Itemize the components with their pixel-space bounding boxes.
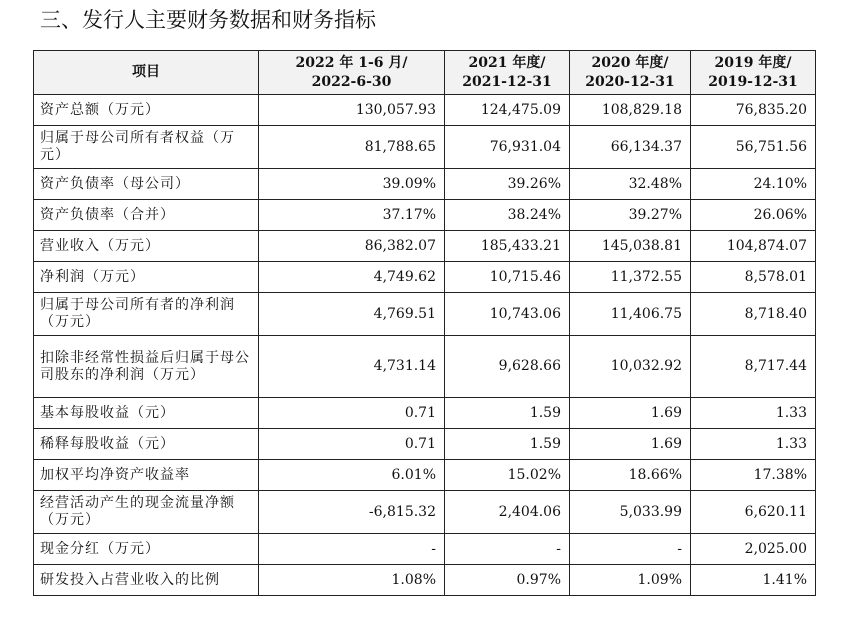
header-line: 2021 年度/ [468,54,546,71]
value-cell: 0.71 [259,398,445,429]
value-cell: 66,134.37 [570,126,691,169]
value-cell: 108,829.18 [570,95,691,126]
value-cell: 86,382.07 [259,231,445,262]
value-cell: 8,717.44 [691,336,816,398]
value-cell: 1.09% [570,565,691,596]
value-cell: -6,815.32 [259,491,445,534]
value-cell: 0.71 [259,429,445,460]
table-row [34,169,816,200]
value-cell: 4,731.14 [259,336,445,398]
header-line: 项目 [132,64,160,80]
value-cell: 5,033.99 [570,491,691,534]
row-label: 研发投入占营业收入的比例 [34,565,259,596]
value-cell: 130,057.93 [259,95,445,126]
row-label: 扣除非经常性损益后归属于母公司股东的净利润（万元） [34,336,259,398]
header-cell-period [259,51,445,95]
header-line: 2021-12-31 [462,73,552,90]
value-cell: 24.10% [691,169,816,200]
value-cell: - [445,534,570,565]
row-label: 归属于母公司所有者权益（万元） [34,126,259,169]
value-cell: 1.69 [570,429,691,460]
value-cell: 81,788.65 [259,126,445,169]
value-cell: 10,032.92 [570,336,691,398]
header-line: 2019 年度/ [714,54,792,71]
header-line: 2020-12-31 [585,73,675,90]
value-cell: 76,835.20 [691,95,816,126]
row-label: 经营活动产生的现金流量净额（万元） [34,491,259,534]
table-row [34,200,816,231]
header-cell-item [34,51,259,95]
table-row [34,95,816,126]
row-label: 资产负债率（母公司） [34,169,259,200]
row-label: 归属于母公司所有者的净利润（万元） [34,293,259,336]
value-cell: - [570,534,691,565]
value-cell: 0.97% [445,565,570,596]
value-cell: 39.26% [445,169,570,200]
value-cell: 124,475.09 [445,95,570,126]
row-label: 资产总额（万元） [34,95,259,126]
value-cell: 4,769.51 [259,293,445,336]
value-cell: 1.08% [259,565,445,596]
row-label: 基本每股收益（元） [34,398,259,429]
value-cell: 2,404.06 [445,491,570,534]
value-cell: 1.59 [445,398,570,429]
row-label: 资产负债率（合并） [34,200,259,231]
value-cell: 1.59 [445,429,570,460]
header-line: 2022-6-30 [311,73,392,90]
value-cell: 39.27% [570,200,691,231]
header-cell-period [691,51,816,95]
value-cell: 185,433.21 [445,231,570,262]
value-cell: 11,372.55 [570,262,691,293]
table-row [34,534,816,565]
value-cell: 39.09% [259,169,445,200]
value-cell: 11,406.75 [570,293,691,336]
table-row [34,429,816,460]
value-cell: 15.02% [445,460,570,491]
value-cell: 8,578.01 [691,262,816,293]
value-cell: 104,874.07 [691,231,816,262]
value-cell: 38.24% [445,200,570,231]
value-cell: 6,620.11 [691,491,816,534]
value-cell: 4,749.62 [259,262,445,293]
value-cell: 17.38% [691,460,816,491]
table-row [34,491,816,534]
table-row [34,460,816,491]
header-line: 2020 年度/ [591,54,669,71]
value-cell: 9,628.66 [445,336,570,398]
value-cell: 76,931.04 [445,126,570,169]
row-label: 稀释每股收益（元） [34,429,259,460]
value-cell: 10,715.46 [445,262,570,293]
value-cell: 1.33 [691,398,816,429]
value-cell: 10,743.06 [445,293,570,336]
header-cell-period [445,51,570,95]
header-line: 2019-12-31 [708,73,798,90]
table-row [34,336,816,398]
section-heading: 三、发行人主要财务数据和财务指标 [40,8,376,32]
row-label: 净利润（万元） [34,262,259,293]
value-cell: 26.06% [691,200,816,231]
row-label: 营业收入（万元） [34,231,259,262]
value-cell: 56,751.56 [691,126,816,169]
header-row [34,51,816,95]
header-cell-period [570,51,691,95]
value-cell: 2,025.00 [691,534,816,565]
value-cell: 1.33 [691,429,816,460]
header-line: 2022 年 1-6 月/ [295,54,408,71]
value-cell: 32.48% [570,169,691,200]
table-row [34,293,816,336]
value-cell: 1.69 [570,398,691,429]
value-cell: 1.41% [691,565,816,596]
table-row [34,262,816,293]
value-cell: 18.66% [570,460,691,491]
value-cell: 37.17% [259,200,445,231]
row-label: 加权平均净资产收益率 [34,460,259,491]
table-body [34,95,816,596]
financial-data-table [33,50,816,596]
table-row [34,231,816,262]
value-cell: 6.01% [259,460,445,491]
row-label: 现金分红（万元） [34,534,259,565]
value-cell: 8,718.40 [691,293,816,336]
value-cell: - [259,534,445,565]
table-row [34,126,816,169]
table-row [34,398,816,429]
table-row [34,565,816,596]
value-cell: 145,038.81 [570,231,691,262]
